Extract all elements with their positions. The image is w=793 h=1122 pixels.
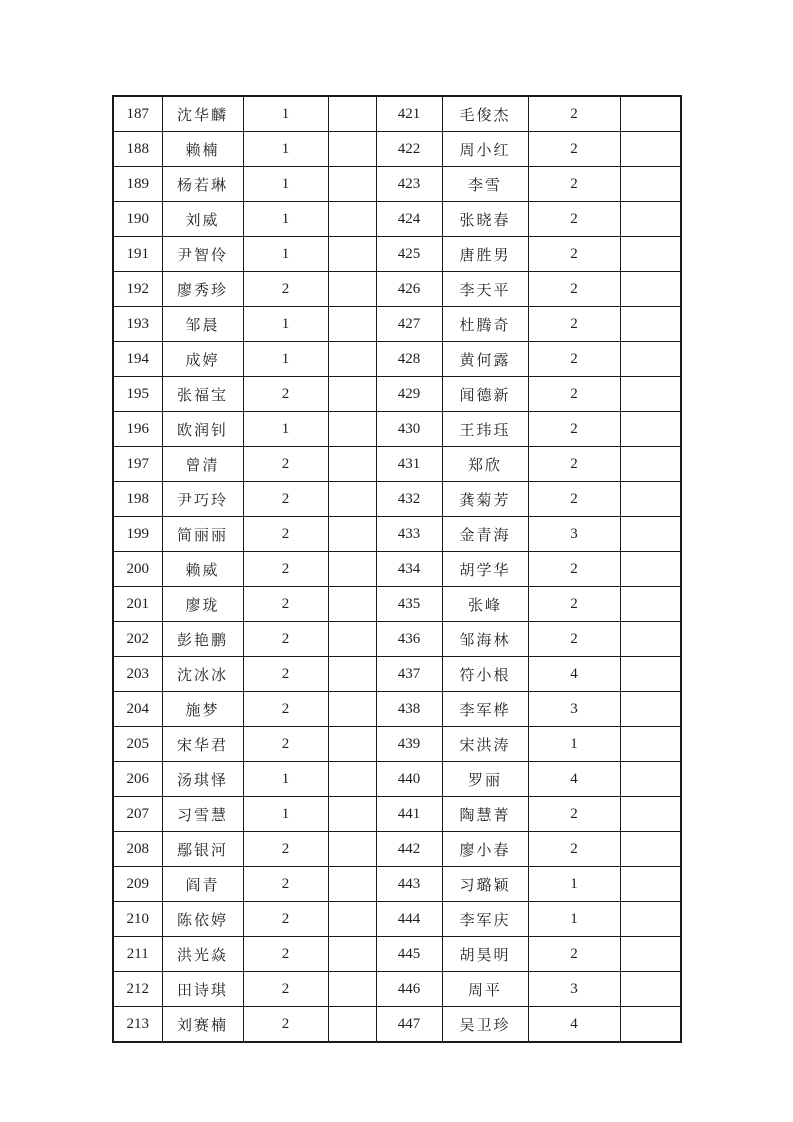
index-cell: 445 [376,937,442,972]
name-cell: 龚菊芳 [442,482,528,517]
name-cell: 廖珑 [162,587,243,622]
name-cell: 赖威 [162,552,243,587]
value-cell: 2 [528,132,620,167]
index-cell: 211 [113,937,162,972]
index-cell: 434 [376,552,442,587]
index-cell: 190 [113,202,162,237]
value-cell: 2 [528,482,620,517]
name-cell: 成婷 [162,342,243,377]
index-cell: 442 [376,832,442,867]
blank-cell [620,902,681,937]
blank-cell [620,832,681,867]
table-row [113,587,681,622]
name-cell: 沈冰冰 [162,657,243,692]
value-cell: 2 [243,657,328,692]
blank-cell [328,447,376,482]
value-cell: 2 [528,377,620,412]
name-cell: 欧润钊 [162,412,243,447]
value-cell: 2 [243,517,328,552]
value-cell: 2 [528,307,620,342]
blank-cell [620,797,681,832]
index-cell: 438 [376,692,442,727]
value-cell: 1 [243,762,328,797]
index-cell: 427 [376,307,442,342]
blank-cell [620,727,681,762]
blank-cell [328,1007,376,1043]
name-cell: 王玮珏 [442,412,528,447]
table-row [113,132,681,167]
index-cell: 195 [113,377,162,412]
index-cell: 430 [376,412,442,447]
name-cell: 汤琪怿 [162,762,243,797]
blank-cell [328,972,376,1007]
name-cell: 周小红 [442,132,528,167]
index-cell: 194 [113,342,162,377]
name-cell: 施梦 [162,692,243,727]
table-row [113,447,681,482]
index-cell: 446 [376,972,442,1007]
roster-table-body [113,96,681,1042]
index-cell: 188 [113,132,162,167]
name-cell: 尹巧玲 [162,482,243,517]
index-cell: 206 [113,762,162,797]
blank-cell [620,202,681,237]
blank-cell [620,412,681,447]
table-row [113,692,681,727]
index-cell: 437 [376,657,442,692]
blank-cell [328,132,376,167]
blank-cell [328,517,376,552]
table-row [113,237,681,272]
value-cell: 1 [243,167,328,202]
value-cell: 3 [528,692,620,727]
name-cell: 李军桦 [442,692,528,727]
index-cell: 197 [113,447,162,482]
value-cell: 2 [243,447,328,482]
name-cell: 罗丽 [442,762,528,797]
index-cell: 196 [113,412,162,447]
value-cell: 2 [528,552,620,587]
name-cell: 周平 [442,972,528,1007]
value-cell: 2 [528,622,620,657]
table-row [113,167,681,202]
index-cell: 432 [376,482,442,517]
blank-cell [328,377,376,412]
value-cell: 3 [528,972,620,1007]
name-cell: 胡学华 [442,552,528,587]
name-cell: 简丽丽 [162,517,243,552]
name-cell: 陈依婷 [162,902,243,937]
value-cell: 4 [528,762,620,797]
name-cell: 李雪 [442,167,528,202]
name-cell: 彭艳鹏 [162,622,243,657]
blank-cell [620,867,681,902]
table-row [113,412,681,447]
table-row [113,797,681,832]
blank-cell [620,132,681,167]
index-cell: 433 [376,517,442,552]
value-cell: 2 [243,832,328,867]
value-cell: 1 [243,342,328,377]
blank-cell [328,797,376,832]
name-cell: 廖秀珍 [162,272,243,307]
blank-cell [620,762,681,797]
blank-cell [328,202,376,237]
value-cell: 1 [243,412,328,447]
blank-cell [328,902,376,937]
value-cell: 1 [243,96,328,132]
blank-cell [620,657,681,692]
name-cell: 杨若琳 [162,167,243,202]
table-row [113,96,681,132]
blank-cell [328,272,376,307]
blank-cell [328,657,376,692]
name-cell: 田诗琪 [162,972,243,1007]
index-cell: 425 [376,237,442,272]
blank-cell [328,96,376,132]
value-cell: 2 [528,96,620,132]
blank-cell [620,377,681,412]
name-cell: 刘赛楠 [162,1007,243,1043]
index-cell: 443 [376,867,442,902]
value-cell: 1 [243,202,328,237]
name-cell: 沈华麟 [162,96,243,132]
blank-cell [328,622,376,657]
index-cell: 203 [113,657,162,692]
index-cell: 187 [113,96,162,132]
name-cell: 宋华君 [162,727,243,762]
blank-cell [328,692,376,727]
value-cell: 2 [243,937,328,972]
index-cell: 201 [113,587,162,622]
name-cell: 李军庆 [442,902,528,937]
table-row [113,377,681,412]
name-cell: 唐胜男 [442,237,528,272]
index-cell: 439 [376,727,442,762]
blank-cell [620,1007,681,1043]
index-cell: 435 [376,587,442,622]
index-cell: 447 [376,1007,442,1043]
name-cell: 刘威 [162,202,243,237]
table-row [113,867,681,902]
value-cell: 1 [528,902,620,937]
index-cell: 212 [113,972,162,1007]
value-cell: 2 [243,1007,328,1043]
name-cell: 习雪慧 [162,797,243,832]
table-row [113,482,681,517]
table-row [113,762,681,797]
value-cell: 2 [243,377,328,412]
roster-table [112,95,682,1043]
value-cell: 2 [528,237,620,272]
blank-cell [620,692,681,727]
index-cell: 421 [376,96,442,132]
name-cell: 赖楠 [162,132,243,167]
index-cell: 441 [376,797,442,832]
index-cell: 423 [376,167,442,202]
name-cell: 廖小春 [442,832,528,867]
blank-cell [328,482,376,517]
name-cell: 金青海 [442,517,528,552]
index-cell: 429 [376,377,442,412]
value-cell: 2 [243,552,328,587]
blank-cell [620,517,681,552]
name-cell: 吴卫珍 [442,1007,528,1043]
index-cell: 189 [113,167,162,202]
name-cell: 洪光焱 [162,937,243,972]
value-cell: 2 [243,482,328,517]
name-cell: 李天平 [442,272,528,307]
index-cell: 210 [113,902,162,937]
blank-cell [328,237,376,272]
table-row [113,307,681,342]
blank-cell [620,482,681,517]
value-cell: 2 [243,902,328,937]
table-row [113,972,681,1007]
name-cell: 胡昊明 [442,937,528,972]
value-cell: 2 [243,587,328,622]
blank-cell [328,552,376,587]
name-cell: 尹智伶 [162,237,243,272]
blank-cell [328,307,376,342]
index-cell: 208 [113,832,162,867]
index-cell: 198 [113,482,162,517]
index-cell: 207 [113,797,162,832]
table-row [113,622,681,657]
name-cell: 张晓春 [442,202,528,237]
blank-cell [328,167,376,202]
table-row [113,727,681,762]
table-row [113,342,681,377]
value-cell: 2 [243,272,328,307]
blank-cell [620,972,681,1007]
blank-cell [620,96,681,132]
name-cell: 曾清 [162,447,243,482]
value-cell: 2 [528,272,620,307]
index-cell: 192 [113,272,162,307]
blank-cell [620,167,681,202]
index-cell: 424 [376,202,442,237]
value-cell: 2 [528,447,620,482]
name-cell: 陶慧菁 [442,797,528,832]
value-cell: 4 [528,657,620,692]
name-cell: 宋洪涛 [442,727,528,762]
index-cell: 193 [113,307,162,342]
table-row [113,552,681,587]
value-cell: 1 [243,307,328,342]
blank-cell [328,412,376,447]
value-cell: 1 [243,132,328,167]
table-row [113,902,681,937]
index-cell: 191 [113,237,162,272]
blank-cell [620,447,681,482]
name-cell: 邹海林 [442,622,528,657]
value-cell: 2 [528,167,620,202]
blank-cell [328,587,376,622]
name-cell: 符小根 [442,657,528,692]
value-cell: 2 [528,587,620,622]
index-cell: 199 [113,517,162,552]
value-cell: 2 [243,622,328,657]
name-cell: 邹晨 [162,307,243,342]
index-cell: 422 [376,132,442,167]
name-cell: 杜腾奇 [442,307,528,342]
index-cell: 436 [376,622,442,657]
blank-cell [328,832,376,867]
value-cell: 1 [243,797,328,832]
value-cell: 2 [528,937,620,972]
value-cell: 2 [243,972,328,1007]
name-cell: 黄何露 [442,342,528,377]
table-row [113,832,681,867]
index-cell: 209 [113,867,162,902]
value-cell: 2 [243,727,328,762]
blank-cell [620,342,681,377]
blank-cell [620,937,681,972]
value-cell: 2 [528,412,620,447]
index-cell: 213 [113,1007,162,1043]
name-cell: 张福宝 [162,377,243,412]
value-cell: 1 [243,237,328,272]
index-cell: 204 [113,692,162,727]
index-cell: 444 [376,902,442,937]
name-cell: 鄢银河 [162,832,243,867]
blank-cell [620,622,681,657]
value-cell: 2 [528,797,620,832]
table-row [113,517,681,552]
table-row [113,1007,681,1043]
name-cell: 张峰 [442,587,528,622]
table-row [113,272,681,307]
value-cell: 2 [528,832,620,867]
value-cell: 3 [528,517,620,552]
value-cell: 2 [528,202,620,237]
blank-cell [620,237,681,272]
table-row [113,657,681,692]
blank-cell [328,867,376,902]
value-cell: 2 [528,342,620,377]
blank-cell [620,307,681,342]
index-cell: 440 [376,762,442,797]
index-cell: 202 [113,622,162,657]
blank-cell [620,552,681,587]
blank-cell [620,587,681,622]
table-row [113,202,681,237]
blank-cell [620,272,681,307]
index-cell: 200 [113,552,162,587]
value-cell: 4 [528,1007,620,1043]
blank-cell [328,727,376,762]
value-cell: 1 [528,867,620,902]
blank-cell [328,342,376,377]
value-cell: 2 [243,692,328,727]
index-cell: 428 [376,342,442,377]
table-row [113,937,681,972]
name-cell: 习璐颖 [442,867,528,902]
name-cell: 闻德新 [442,377,528,412]
blank-cell [328,937,376,972]
value-cell: 1 [528,727,620,762]
value-cell: 2 [243,867,328,902]
index-cell: 205 [113,727,162,762]
name-cell: 毛俊杰 [442,96,528,132]
blank-cell [328,762,376,797]
index-cell: 431 [376,447,442,482]
name-cell: 阎青 [162,867,243,902]
index-cell: 426 [376,272,442,307]
name-cell: 郑欣 [442,447,528,482]
